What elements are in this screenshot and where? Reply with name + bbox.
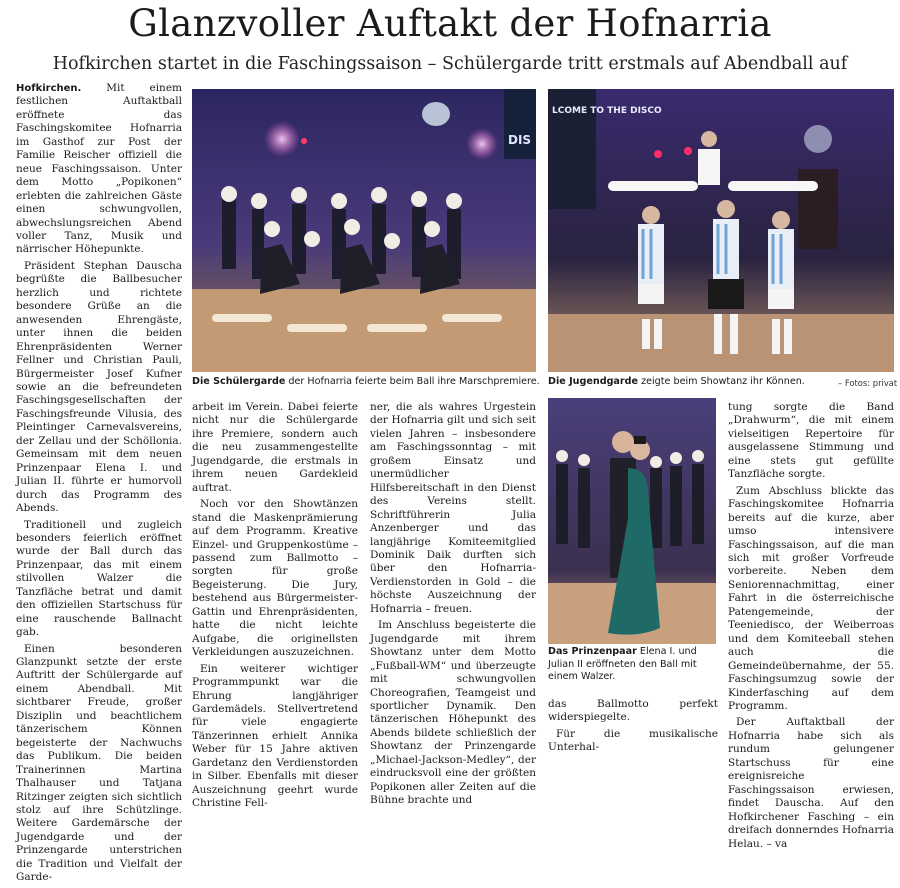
photo-caption-prinzenpaar: Das Prinzenpaar Elena I. und Julian II eröffneten den Ball mit einem Walzer.: [548, 646, 697, 682]
article-paragraph: Hofkirchen. Mit einem festlichen Auftaktball eröffnete das Faschingskomitee Hofnarria im Gasthof zur Post der Familie Reischer offiziell die neue Faschingssaison. Unter dem Motto „Popikonen“ erlebten die zahlreichen Gäste einen schwungvollen, abwechslungsreichen Abend voller Tanz, Musik und närrischer Höhepunkte.: [16, 82, 182, 256]
article-column-2: [192, 401, 358, 814]
photo-schuelergarde: [192, 89, 536, 372]
article-paragraph: Zum Abschluss blickte das Faschingskomitee Hofnarria bereits auf die kurze, aber umso intensivere Faschingssaison, auf die man sich mit großer Vorfreude vorbereite. Neben dem Seniorennachmittag, einer Fahrt in die österreichische Patengemeinde, der Teeniedisco, der Weiberroas und dem Komiteeball stehen auch die Gemeindeübernahme, der 55. Faschingsumzug sowie der Kinderfasching auf dem Programm.: [728, 484, 894, 712]
article-paragraph: tung sorgte die Band „Drahwurm“, die mit einem vielseitigen Repertoire für ausgelassene Stimmung und eine stets gut gefüllte Tanzfläche sorgte.: [728, 401, 894, 481]
article-column-5: [728, 401, 894, 854]
article-paragraph: Im Anschluss begeisterte die Jugendgarde mit ihrem Showtanz unter dem Motto „Fußball-WM“ und überzeugte mit schwungvollen Choreografien, Teamgeist und sportlicher Dynamik. Den tänzerischen Höhepunkt des Abends bildete schließlich der Showtanz der Prinzengarde „Michael-Jackson-Medley“, der eindrucksvoll eine der größten Popikonen aller Zeiten auf die Bühne brachte und: [370, 619, 536, 807]
disco-sign-text: DIS: [508, 133, 532, 147]
article-paragraph: Präsident Stephan Dauscha begrüßte die Ballbesucher herzlich und richtete besondere Grüße an die anwesenden Ehrengäste, unter ihnen die beiden Ehrenpräsidenten Werner Fellner und Christian Pauli, Bürgermeister Josef Kufner sowie an die befreundeten Faschingsgesellschaften der Faschingsfreunde Vilusia, des Pleintinger Carnevalsvereins, der Zellau und der Schöllonia. Gemeinsam mit dem neuen Prinzenpaar Elena I. und Julian II. führte er humorvoll durch das Programm des Abends.: [16, 259, 182, 515]
photo-jugendgarde: [548, 89, 894, 372]
article-paragraph: arbeit im Verein. Dabei feierte nicht nur die Schülergarde ihre Premiere, sondern auch die neu zusammengestellte Jugendgarde, die erstmals in ihrem neuen Gardekleid auftrat.: [192, 401, 358, 494]
photo-prinzenpaar: [548, 398, 716, 644]
article-paragraph: Einen besonderen Glanzpunkt setzte der erste Auftritt der Schülergarde auf einem Abendball. Mit sichtbarer Freude, großer Disziplin und beachtlichem tänzerischem Können begeisterte der Nachwuchs das Publikum. Die beiden Trainerinnen Martina Thalhauser und Tatjana Ritzinger zeigten sich sichtlich stolz auf ihre Schützlinge. Weitere Gardemärsche der Jugendgarde und der Prinzengarde unterstrichen die Tradition und Vielfalt der Garde-: [16, 642, 182, 884]
article-paragraph: ner, die als wahres Urgestein der Hofnarria gilt und sich seit vielen Jahren – insbesondere am Faschingssonntag – mit großem Einsatz und unermüdlicher Hilfsbereitschaft in den Dienst des Vereins stellt. Schriftführerin Julia Anzenberger und das langjährige Komiteemitglied Dominik Daik durften sich über den Hofnarria-Verdienstorden in Gold – die höchste Auszeichnung der Hofnarria – freuen.: [370, 401, 536, 615]
article-column-4: [548, 698, 718, 758]
article-paragraph: Der Auftaktball der Hofnarria habe sich als rundum gelungener Startschuss für eine ereignisreiche Faschingssaison erwiesen, findet Dauscha. Auf den Hofkirchener Fasching – ein dreifach donnerndes Hofnarria Helau. – va: [728, 716, 894, 850]
photo-credit: – Fotos: privat: [838, 378, 898, 388]
article-paragraph: Für die musikalische Unterhal-: [548, 727, 718, 754]
article-column-1: [16, 82, 182, 888]
subheadline: Hofkirchen startet in die Faschingssaison – Schülergarde tritt erstmals auf Abendball auf: [52, 54, 848, 74]
photo-caption-schuelergarde: Die Schülergarde der Hofnarria feierte beim Ball ihre Marschpremiere.: [192, 376, 540, 387]
article-paragraph: Ein weiterer wichtiger Programmpunkt war die Ehrung langjähriger Gardemädels. Stellvertretend für viele engagierte Tänzerinnen erhielt Annika Weber für 15 Jahre aktiven Gardetanz den Verdienstorden in Silber. Ebenfalls mit dieser Auszeichnung geehrt wurde Christine Fell-: [192, 662, 358, 810]
article-paragraph: Traditionell und zugleich besonders feierlich eröffnet wurde der Ball durch das Prinzenpaar, das mit einem stilvollen Walzer die Tanzfläche betrat und damit den offiziellen Startschuss für eine rauschende Ballnacht gab.: [16, 518, 182, 639]
dateline: Hofkirchen.: [16, 83, 82, 94]
headline: Glanzvoller Auftakt der Hofnarria: [128, 2, 772, 45]
article-paragraph: Noch vor den Showtänzen stand die Maskenprämierung auf dem Programm. Kreative Einzel- und Gruppenkostüme – passend zum Ballmotto – sorgten für große Begeisterung. Die Jury, bestehend aus Bürgermeister-Gattin und Ehrenpräsidenten, hatte die nicht leichte Aufgabe, die originellsten Verkleidungen auszuzeichnen.: [192, 498, 358, 659]
article-paragraph: das Ballmotto perfekt widerspiegelte.: [548, 698, 718, 724]
photo-caption-jugendgarde: Die Jugendgarde zeigte beim Showtanz ihr Können.: [548, 376, 805, 387]
article-column-3: [370, 401, 536, 811]
disco-banner-text: LCOME TO THE DISCO: [552, 106, 662, 116]
author-signature: – va: [766, 837, 788, 850]
